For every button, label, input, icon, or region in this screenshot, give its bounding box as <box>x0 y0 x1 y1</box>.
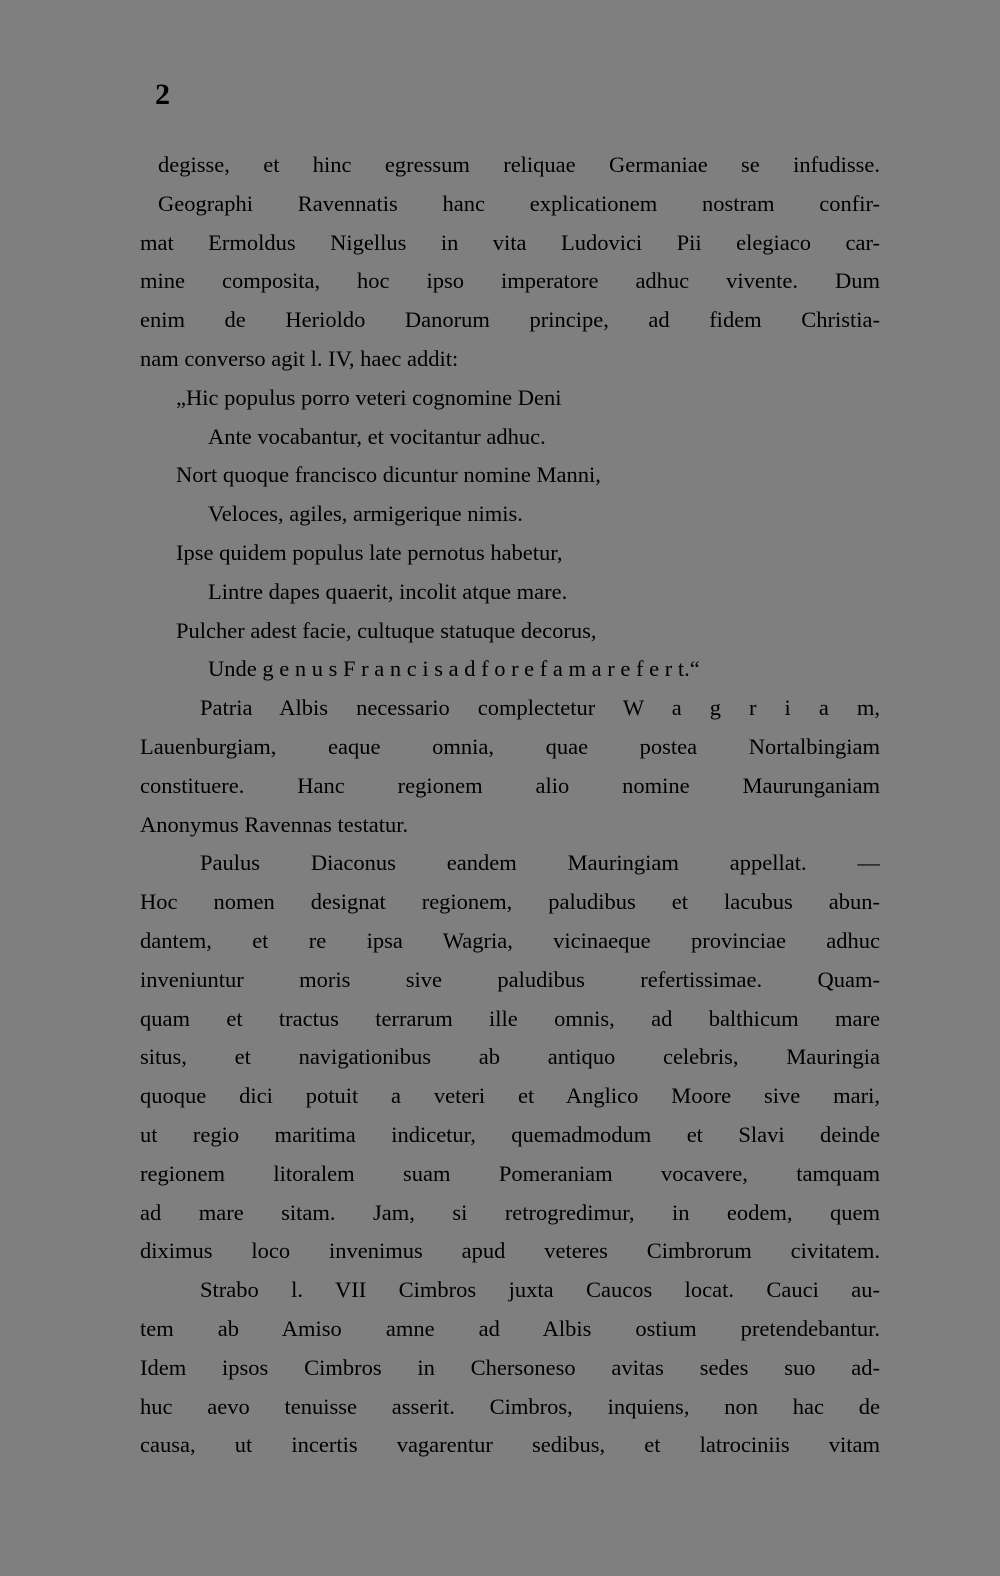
text-line: Anonymus Ravennas testatur. <box>140 811 409 837</box>
text-line: quoque dici potuit a veteri et Anglico Moore sive mari, <box>140 1083 880 1109</box>
page-number: 2 <box>155 78 170 111</box>
text-line: causa, ut incertis vagarentur sedibus, et latrociniis vitam <box>140 1432 880 1458</box>
text-line: Lauenburgiam, eaque omnia, quae postea Nortalbingiam <box>140 733 880 759</box>
verse-line: Lintre dapes quaerit, incolit atque mare. <box>208 578 568 604</box>
text-line: dantem, et re ipsa Wagria, vicinaeque provinciae adhuc <box>140 927 880 953</box>
text-line: Strabo l. VII Cimbros juxta Caucos locat. Cauci au- <box>200 1277 880 1303</box>
text-line: inveniuntur moris sive paludibus refertissimae. Quam- <box>140 966 880 992</box>
verse-line: Pulcher adest facie, cultuque statuque decorus, <box>176 617 597 643</box>
verse-line: Veloces, agiles, armigerique nimis. <box>208 501 523 527</box>
text-line: Patria Albis necessario complectetur W a g r i a m, <box>200 695 880 721</box>
text-line: Hoc nomen designat regionem, paludibus et lacubus abun- <box>140 889 880 915</box>
text-line: enim de Herioldo Danorum principe, ad fidem Christia- <box>140 307 880 333</box>
verse-line: Ipse quidem populus late pernotus habetur, <box>176 539 563 565</box>
body-text <box>140 146 880 1465</box>
text-line: ut regio maritima indicetur, quemadmodum et Slavi deinde <box>140 1121 880 1147</box>
text-line: mine composita, hoc ipso imperatore adhuc vivente. Dum <box>140 268 880 294</box>
text-line: Geographi Ravennatis hanc explicationem nostram confir- <box>158 190 880 216</box>
text-line: quam et tractus terrarum ille omnis, ad balthicum mare <box>140 1005 880 1031</box>
text-line: degisse, et hinc egressum reliquae Germaniae se infudisse. <box>158 152 880 177</box>
text-line: constituere. Hanc regionem alio nomine Maurunganiam <box>140 772 880 798</box>
text-line: situs, et navigationibus ab antiquo celebris, Mauringia <box>140 1044 880 1070</box>
verse-line: „Hic populus porro veteri cognomine Deni <box>176 384 562 410</box>
verse-line: Ante vocabantur, et vocitantur adhuc. <box>208 423 546 449</box>
text-line: ad mare sitam. Jam, si retrogredimur, in eodem, quem <box>140 1199 880 1225</box>
verse-line: Unde g e n u s F r a n c i s a d f o r e f a m a r e f e r t.“ <box>208 656 700 682</box>
text-line: Idem ipsos Cimbros in Chersoneso avitas sedes suo ad- <box>140 1354 880 1380</box>
text-line: tem ab Amiso amne ad Albis ostium pretendebantur. <box>140 1315 880 1341</box>
text-line: regionem litoralem suam Pomeraniam vocavere, tamquam <box>140 1160 880 1186</box>
verse-line: Nort quoque francisco dicuntur nomine Manni, <box>176 462 601 488</box>
text-line: mat Ermoldus Nigellus in vita Ludovici Pii elegiaco car- <box>140 229 880 255</box>
text-line: huc aevo tenuisse asserit. Cimbros, inquiens, non hac de <box>140 1393 880 1419</box>
text-line: nam converso agit l. IV, haec addit: <box>140 345 459 371</box>
text-line: diximus loco invenimus apud veteres Cimbrorum civitatem. <box>140 1238 880 1264</box>
text-line: Paulus Diaconus eandem Mauringiam appellat. — <box>200 850 880 876</box>
